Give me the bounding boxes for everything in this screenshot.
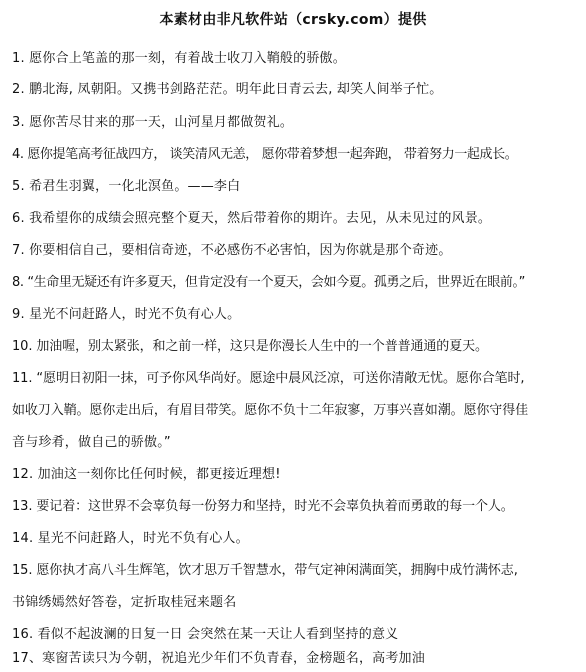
text-line-11c: 音与珍肴，做自己的骄傲。” — [12, 435, 171, 450]
text-line-7: 7. 你要相信自己，要相信奇迹，不必感伤不必害怕，因为你就是那个奇迹。 — [12, 243, 452, 258]
text-line-11b: 如收刀入鞘。愿你走出后，有眉目带笑。愿你不负十二年寂寥，万事兴喜如潮。愿你守得佳 — [12, 403, 529, 418]
text-line-15b: 书锦绣嫣然好答卷，定折取桂冠来题名 — [12, 595, 237, 610]
text-line-8: 8. “生命里无疑还有许多夏天，但肯定没有一个夏天，会如今夏。孤勇之后，世界近在眼前。” — [12, 275, 525, 290]
text-line-10: 10. 加油喔，别太紧张，和之前一样，这只是你漫长人生中的一个普普通通的夏天。 — [12, 339, 488, 354]
text-line-4: 4. 愿你提笔高考征战四方， 谈笑清风无恙， 愿你带着梦想一起奔跑， 带着努力一起成长。 — [12, 147, 518, 162]
text-line-11a: 11. “愿明日初阳一抹，可予你风华尚好。愿途中晨风泛凉，可送你清敞无忧。愿你合笔时, — [12, 371, 525, 386]
text-line-6: 6. 我希望你的成绩会照亮整个夏天，然后带着你的期许。去见，从未见过的风景。 — [12, 211, 492, 226]
text-line-3: 3. 愿你苦尽甘来的那一天，山河星月都做贺礼。 — [12, 115, 294, 130]
document-title: 本素材由非凡软件站（crsky.com）提供 — [159, 12, 427, 28]
text-line-9: 9. 星光不问赶路人，时光不负有心人。 — [12, 307, 241, 322]
text-line-5: 5. 希君生羽翼，一化北溟鱼。——李白 — [12, 179, 241, 194]
text-line-17: 17、寒窗苦读只为今朝，祝追光少年们不负青春，金榜题名，高考加油 — [12, 651, 425, 666]
text-line-16: 16. 看似不起波澜的日复一日 会突然在某一天让人看到坚持的意义 — [12, 627, 399, 642]
text-line-2: 2. 鹏北海, 凤朝阳。又携书剑路茫茫。明年此日青云去, 却笑人间举子忙。 — [12, 82, 443, 97]
text-line-12: 12. 加油这一刻你比任何时候，都更接近理想! — [12, 467, 281, 482]
text-line-1: 1. 愿你合上笔盖的那一刻，有着战士收刀入鞘般的骄傲。 — [12, 51, 346, 66]
text-line-13: 13. 要记着：这世界不会辜负每一份努力和坚持，时光不会辜负执着而勇敢的每一个人。 — [12, 499, 514, 514]
text-line-14: 14. 星光不问赶路人，时光不负有心人。 — [12, 531, 249, 546]
text-line-15a: 15. 愿你执才高八斗生辉笔，饮才思万千智慧水，带气定神闲满面笑，拥胸中成竹满怀志, — [12, 563, 518, 578]
